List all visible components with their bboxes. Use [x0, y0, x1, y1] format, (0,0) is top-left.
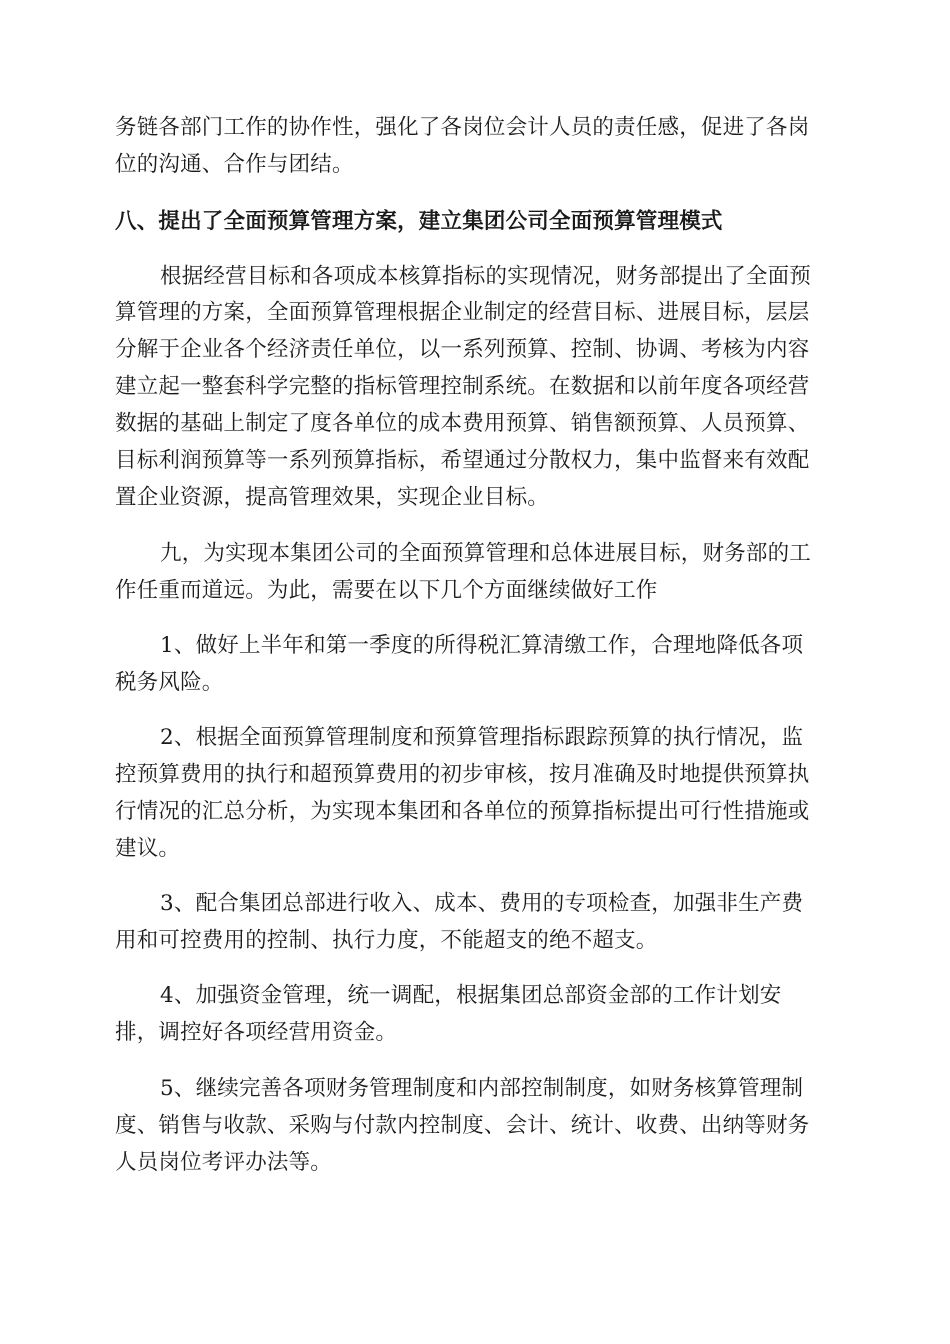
section-8-line-3: 分解于企业各个经济责任单位，以一系列预算、控制、协调、考核为内容	[115, 337, 810, 362]
item-1-line-2: 税务风险。	[115, 670, 224, 695]
item-5-line-1: 5、继续完善各项财务管理制度和内部控制制度，如财务核算管理制	[160, 1076, 804, 1101]
item-4-line-1: 4、加强资金管理，统一调配，根据集团总部资金部的工作计划安	[160, 983, 782, 1008]
section-9-line-2: 作任重而道远。为此，需要在以下几个方面继续做好工作	[115, 578, 658, 603]
section-8-heading: 八、提出了全面预算管理方案，建立集团公司全面预算管理模式	[115, 209, 723, 234]
item-5-line-2: 度、销售与收款、采购与付款内控制度、会计、统计、收费、出纳等财务	[115, 1113, 810, 1138]
item-3-line-1: 3、配合集团总部进行收入、成本、费用的专项检查，加强非生产费	[160, 891, 804, 916]
item-5-line-3: 人员岗位考评办法等。	[115, 1150, 333, 1175]
section-8-line-2: 算管理的方案，全面预算管理根据企业制定的经营目标、进展目标，层层	[115, 300, 810, 325]
section-8-line-7: 置企业资源，提高管理效果，实现企业目标。	[115, 485, 550, 510]
section-8-line-1: 根据经营目标和各项成本核算指标的实现情况，财务部提出了全面预	[160, 264, 812, 289]
item-3-line-2: 用和可控费用的控制、执行力度，不能超支的绝不超支。	[115, 928, 658, 953]
section-8-line-4: 建立起一整套科学完整的指标管理控制系统。在数据和以前年度各项经营	[115, 374, 810, 399]
item-2-line-3: 行情况的汇总分析，为实现本集团和各单位的预算指标提出可行性措施或	[115, 799, 810, 824]
item-2-line-4: 建议。	[115, 836, 181, 861]
item-2-line-1: 2、根据全面预算管理制度和预算管理指标跟踪预算的执行情况，监	[160, 725, 804, 750]
section-8-line-5: 数据的基础上制定了度各单位的成本费用预算、销售额预算、人员预算、	[115, 411, 810, 436]
section-9-line-1: 九，为实现本集团公司的全面预算管理和总体进展目标，财务部的工	[160, 541, 812, 566]
intro-line-2: 位的沟通、合作与团结。	[115, 152, 354, 177]
section-8-line-6: 目标利润预算等一系列预算指标，希望通过分散权力，集中监督来有效配	[115, 448, 810, 473]
item-4-line-2: 排，调控好各项经营用资金。	[115, 1020, 398, 1045]
item-2-line-2: 控预算费用的执行和超预算费用的初步审核，按月准确及时地提供预算执	[115, 762, 810, 787]
intro-line-1: 务链各部门工作的协作性，强化了各岗位会计人员的责任感，促进了各岗	[115, 115, 810, 140]
item-1-line-1: 1、做好上半年和第一季度的所得税汇算清缴工作，合理地降低各项	[160, 633, 804, 658]
